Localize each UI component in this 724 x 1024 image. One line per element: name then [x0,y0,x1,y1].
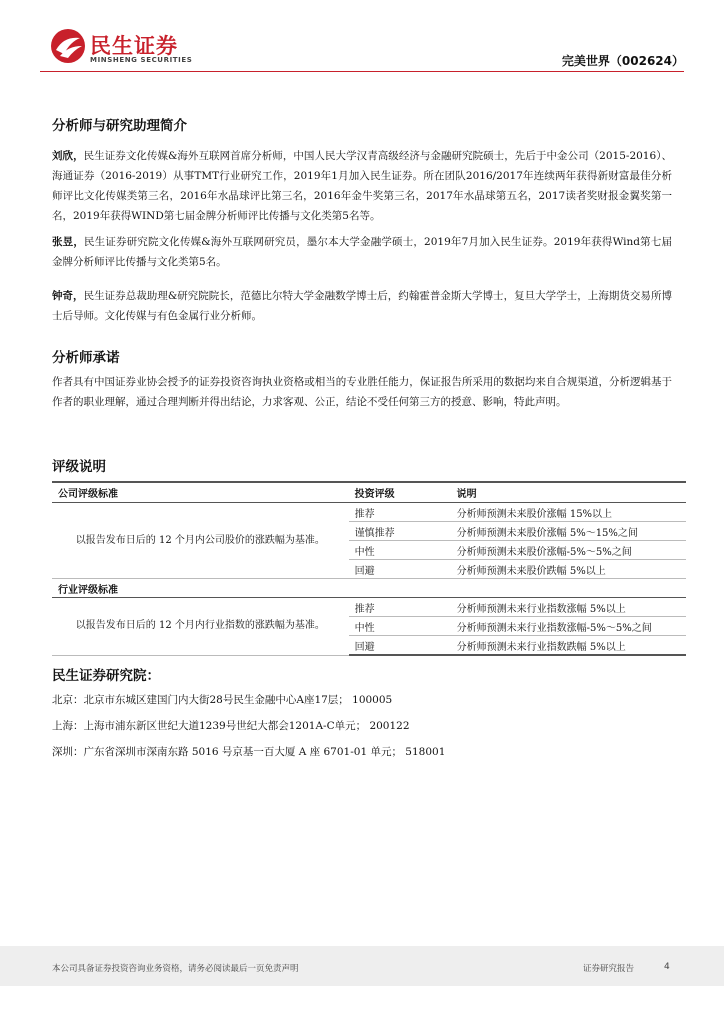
rating-cell: 推荐 [349,598,451,617]
analyst-bio-zhongqi [52,286,672,326]
rating-cell: 回避 [349,636,451,656]
stock-name: 完美世界（002624） [561,54,684,68]
page-footer [0,946,724,986]
commitment-section-title: 分析师承诺 [52,350,120,366]
table-row [52,598,686,617]
rating-desc: 分析师预测未来股价涨幅-5%～5%之间 [451,541,686,560]
rating-desc: 分析师预测未来行业指数涨幅 5%以上 [451,598,686,617]
industry-basis: 以报告发布日后的 12 个月内行业指数的涨跌幅为基准。 [52,598,349,656]
rating-cell: 推荐 [349,503,451,522]
address-shenzhen: 深圳：广东省深圳市深南东路 5016 号京基一百大厦 A 座 6701-01 单元； 518001 [52,746,446,758]
header-company-standard: 公司评级标准 [52,482,349,503]
analyst-name: 刘欣， [52,150,84,162]
rating-table [52,481,686,656]
analyst-section-title: 分析师与研究助理简介 [52,118,187,134]
rating-table-header [52,482,686,503]
analyst-bio-liuxin [52,146,672,226]
address-shanghai: 上海：上海市浦东新区世纪大道1239号世纪大都会1201A-C单元； 200122 [52,720,410,732]
empty-cell [451,579,686,598]
footer-notice: 本公司具备证券投资咨询业务资格，请务必阅读最后一页免责声明 [52,964,299,974]
header-explanation: 说明 [451,482,686,503]
analyst-name: 张昱， [52,236,84,248]
minsheng-logo-icon [50,28,86,64]
company-basis: 以报告发布日后的 12 个月内公司股价的涨跌幅为基准。 [52,503,349,579]
rating-section-title: 评级说明 [52,459,106,475]
header-industry-standard: 行业评级标准 [52,579,349,598]
empty-cell [349,579,451,598]
rating-cell: 中性 [349,541,451,560]
institute-title: 民生证券研究院： [52,668,160,684]
rating-cell: 谨慎推荐 [349,522,451,541]
rating-desc: 分析师预测未来股价涨幅 5%～15%之间 [451,522,686,541]
rating-cell: 中性 [349,617,451,636]
analyst-bio-text: 民生证券总裁助理&研究院院长，范德比尔特大学金融数学博士后，约翰霍普金斯大学博士，复旦大学学士，上海期货交易所博士后导师。文化传媒与有色金属行业分析师。 [52,290,672,322]
rating-desc: 分析师预测未来行业指数涨幅-5%～5%之间 [451,617,686,636]
rating-desc: 分析师预测未来股价涨幅 15%以上 [451,503,686,522]
table-row [52,503,686,522]
minsheng-logo [50,28,210,68]
rating-desc: 分析师预测未来股价跌幅 5%以上 [451,560,686,579]
commitment-text: 作者具有中国证券业协会授予的证券投资咨询执业资格或相当的专业胜任能力，保证报告所采用的数据均来自合规渠道，分析逻辑基于作者的职业理解，通过合理判断并得出结论，力求客观、公正，结论不受任何第三方的授意、影响，特此声明。 [52,376,672,408]
page-header [0,0,724,80]
industry-header-row [52,579,686,598]
rating-cell: 回避 [349,560,451,579]
page-number: 4 [664,962,670,972]
analyst-bio-text: 民生证券文化传媒&海外互联网首席分析师，中国人民大学汉青高级经济与金融研究院硕士，先后于中金公司（2015-2016）、海通证券（2016-2019）从事TMT行业研究工作，2019年1月加入民生证券。所在团队2016/2017年连续两年获得新财富最佳分析师评比文化传媒类第三名，2016年水晶球评比第三名，2016年金牛奖第三名，2017年水晶球第五名，2017读者奖财报金翼奖第一名，2019年获得WIND第七届金牌分析师评比传播与文化类第5名等。 [52,150,672,222]
analyst-bio-zhangyu [52,232,672,272]
logo-text-cn: 民生证券 [90,34,178,58]
analyst-name: 钟奇， [52,290,84,302]
footer-report-type: 证券研究报告 [583,964,635,974]
header-divider [40,71,684,72]
analyst-bio-text: 民生证券研究院文化传媒&海外互联网研究员，墨尔本大学金融学硕士，2019年7月加入民生证券。2019年获得Wind第七届金牌分析师评比传播与文化类第5名。 [52,236,673,268]
header-investment-rating: 投资评级 [349,482,451,503]
logo-text-en: MINSHENG SECURITIES [90,56,193,64]
rating-desc: 分析师预测未来行业指数跌幅 5%以上 [451,636,686,656]
address-beijing: 北京：北京市东城区建国门内大街28号民生金融中心A座17层； 100005 [52,694,393,706]
